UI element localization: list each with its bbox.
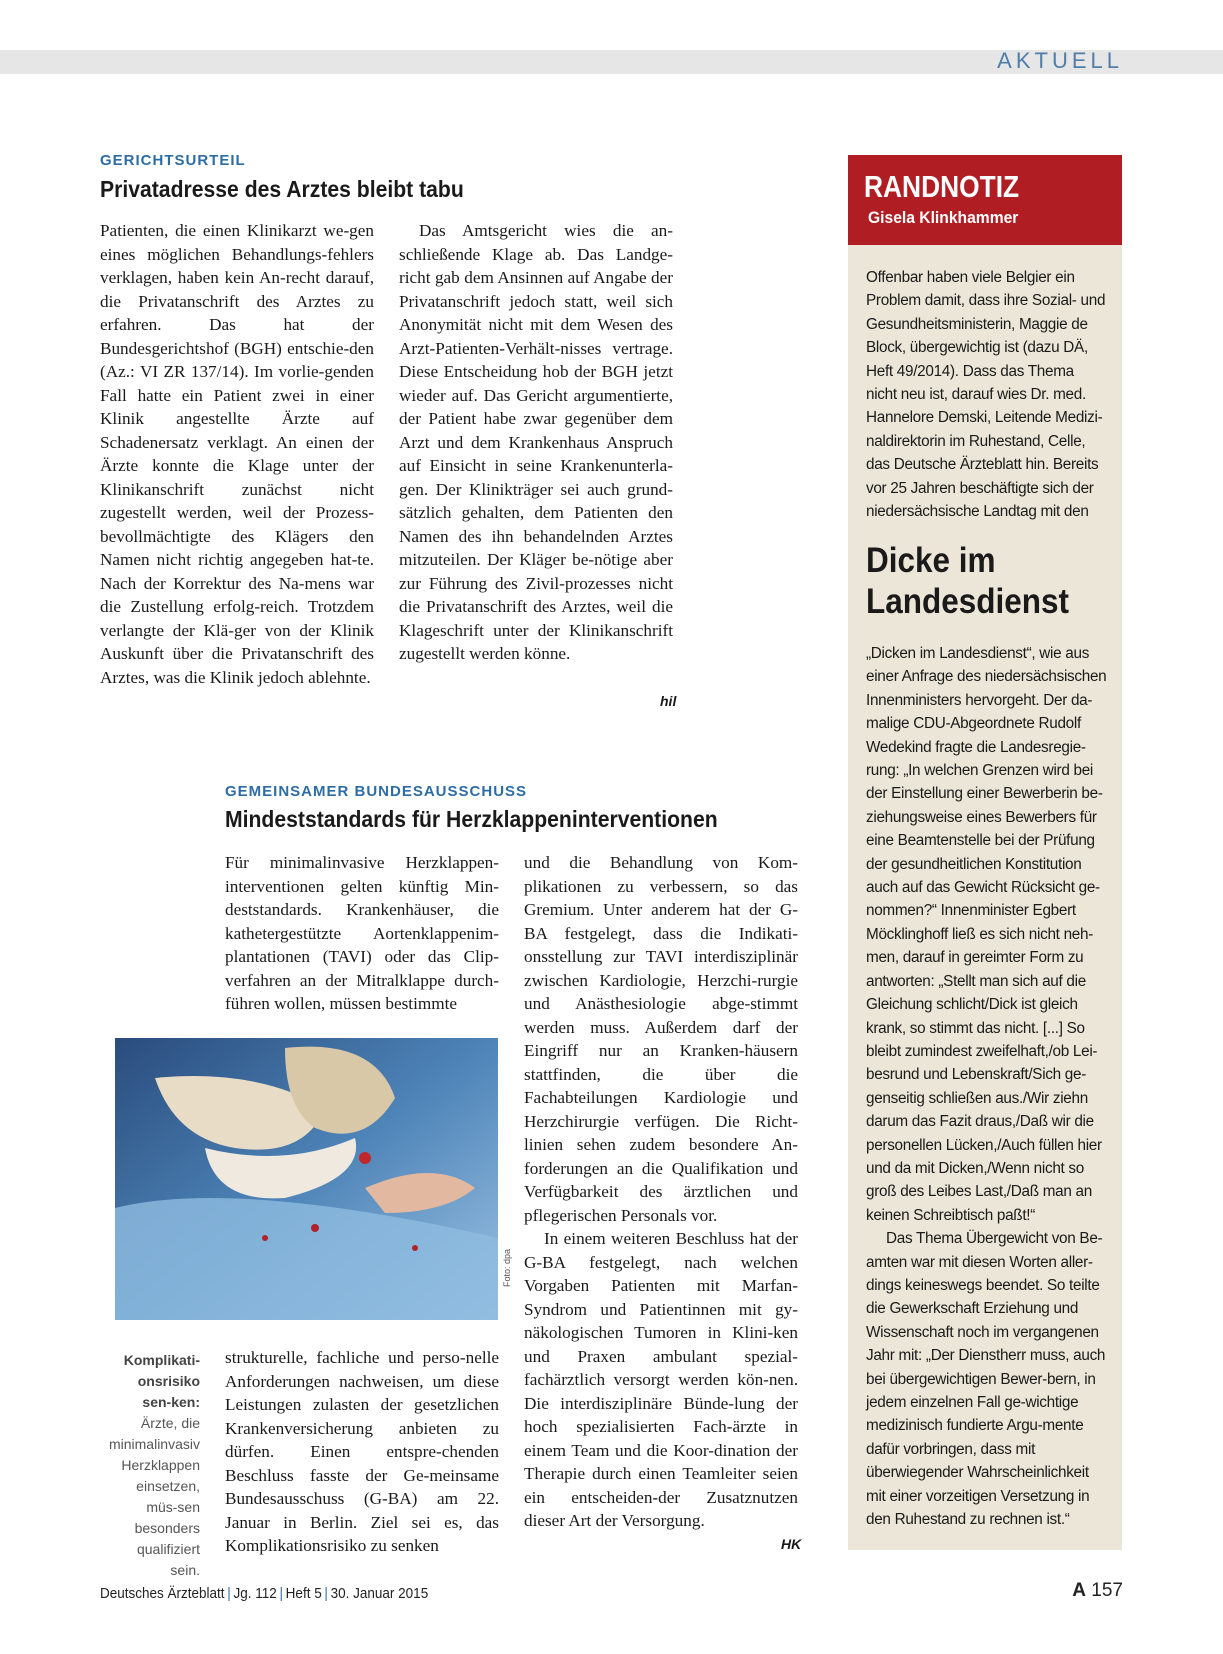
article1-headline: Privatadresse des Arztes bleibt tabu [100, 176, 464, 202]
caption-text: Ärzte, die minimalinvasiv Herzklappen einsetzen, müs-sen besonders qualifiziert sein. [108, 1415, 200, 1578]
randnotiz-intro [866, 266, 1108, 523]
article2-column-1-top [225, 851, 499, 1016]
photo-credit: Foto: dpa [502, 1248, 512, 1287]
page-prefix: A [1072, 1580, 1087, 1601]
article2-column-1-bottom [225, 1346, 499, 1558]
footer-date: 30. Januar 2015 [330, 1585, 429, 1602]
randnotiz-title: RANDNOTIZ [864, 169, 1020, 204]
article1-column-1 [100, 219, 374, 689]
article1-kicker: GERICHTSURTEIL [100, 152, 246, 169]
article1-column-2 [399, 219, 673, 666]
article1-signature: hil [660, 693, 677, 709]
section-label: AKTUELL [997, 48, 1123, 73]
article2-col2-p2: In einem weiteren Beschluss hat der G-BA festgelegt, nach welchen Vorgaben Patienten mit Marfan-Syndrom und Patientinnen mit gy-näkologischen Tumoren in Klini-ken und Praxen ambulant spezial-fachärztlich versorgt werden kön-nen. Die interdisziplinäre Bünde-lung der hoch spezialisierten Fach-ärzte in einem Team und die Koor-dination der Therapie durch einen Teamleiter seien ein entscheiden-der Zusatznutzen dieser Art der Versorgung. [524, 1229, 798, 1530]
randnotiz-body-p1: „Dicken im Landesdienst“, wie aus einer Anfrage des niedersächsischen Innenministers hervorgeht. Der da-malige CDU-Abgeordnete Rudolf Wedekind fragte die Landesregie-rung: „In welchen Grenzen wird bei der Einstellung einer Bewerberin be-ziehungsweise eines Bewerbers für eine Beamtenstelle bei der Prüfung der gesundheitlichen Konstitution auch auf das Gewicht Rücksicht ge-nommen?“ Innenminister Egbert Möcklinghoff ließ es sich nicht neh-men, darauf in gereimter Form zu antworten: „Stellt man sich auf die Gleichung schlicht/Dick ist gleich krank, so stimmt das nicht. [...] So bleibt zumindest zweifelhaft,/ob Lei-besrund und Lebenskraft/Sich ge-genseitig schließen aus./Wir ziehn darum das Fazit draus,/Daß wir die personellen Lücken,/Auch füllen hier und da mit Dicken,/Wenn nicht so groß des Leibes Last,/Daß man an keinen Schreibtisch paßt!“ [866, 645, 1107, 1224]
randnotiz-body [866, 642, 1108, 1531]
article1-col2-text: Das Amtsgericht wies die an-schließende Klage ab. Das Landge-richt gab dem Ansinnen auf Angabe der Privatanschrift jedoch statt, weil sich Anonymität nicht mit dem Wesen des Arzt-Patienten-Verhält-nisses vertrage. Diese Entscheidung hob der BGH jetzt wieder auf. Das Gericht argumentierte, der Patient habe zwar gegenüber dem Arzt und dem Krankenhaus Anspruch auf Einsicht in seine Krankenunterla-gen. Der Klinikträger sei auch grund-sätzlich gehalten, dem Patienten den Namen des ihn behandelnden Arztes mitzuteilen. Der Kläger be-nötige aber zur Führung des Zivil-prozesses nicht die Privatanschrift des Arztes, weil die Klageschrift unter der Klinikanschrift zugestellt werden könne. [399, 221, 673, 663]
footer-issue: Heft 5 [285, 1585, 322, 1602]
randnotiz-intro-text: Offenbar haben viele Belgier ein Problem damit, dass ihre Sozial- und Gesundheitsministerin, Maggie de Block, übergewichtig ist (dazu DÄ, Heft 49/2014). Dass das Thema nicht neu ist, darauf wies Dr. med. Hannelore Demski, Leitende Medizi-naldirektorin im Ruhestand, Celle, das Deutsche Ärzteblatt hin. Bereits vor 25 Jahren beschäftigte sich der niedersächsische Landtag mit den [866, 269, 1106, 521]
article2-kicker: GEMEINSAMER BUNDESAUSSCHUSS [225, 783, 528, 800]
photo-caption [108, 1350, 200, 1581]
randnotiz-body-p2: Das Thema Übergewicht von Be-amten war mit diesen Worten aller-dings keineswegs beendet. So teilte die Gewerkschaft Erziehung und Wissenschaft noch im vergangenen Jahr mit: „Der Dienstherr muss, auch bei übergewichtigen Bewer-bern, in jedem einzelnen Fall ge-wichtige medizinisch fundierte Argu-mente dafür vorbringen, dass mit überwiegender Wahrscheinlichkeit mit einer vorzeitigen Versetzung in den Ruhestand zu rechnen ist.“ [866, 1230, 1106, 1529]
article1-col1-text: Patienten, die einen Klinikarzt we-gen eines möglichen Behandlungs-fehlers verklagen, haben kein An-recht darauf, die Privatanschrift des Arztes zu erfahren. Das hat der Bundesgerichtshof (BGH) entschie-den (Az.: VI ZR 137/14). Im vorlie-genden Fall hatte ein Patient zwei in einer Klinik angestellte Ärzte auf Schadenersatz verklagt. An einen der Ärzte konnte die Klage unter der Klinikanschrift zunächst nicht zugestellt werden, weil der Prozess-bevollmächtigte des Klägers den Namen nicht richtig angegeben hat-te. Nach der Korrektur des Na-mens war die Zustellung erfolg-reich. Trotzdem verlangte der Klä-ger von der Klinik Auskunft über die Privatanschrift des Arztes, was die Klinik jedoch ablehnte. [100, 221, 374, 687]
page-number [1072, 1580, 1123, 1602]
surgery-photo [115, 1038, 498, 1320]
article2-column-2 [524, 851, 798, 1533]
footer-volume: Jg. 112 [233, 1585, 277, 1602]
article2-col1-bottom-text: strukturelle, fachliche und perso-nelle Anforderungen nachweisen, um diese Leistungen zulasten der gesetzlichen Krankenversicherung anbieten zu dürfen. Einen entspre-chenden Beschluss fasste der Ge-meinsame Bundesausschuss (G-BA) am 22. Januar in Berlin. Ziel sei es, das Komplikationsrisiko zu senken [225, 1348, 499, 1555]
surgery-photo-image [115, 1038, 498, 1320]
randnotiz-sidebar [848, 155, 1122, 1550]
footer-journal: Deutsches Ärzteblatt [100, 1585, 225, 1602]
article2-col2-p1: und die Behandlung von Kom-plikationen zu verbessern, so das Gremium. Unter anderem hat der G-BA festgelegt, dass die Indikati-onsstellung zur TAVI interdisziplinär zwischen Kardiologie, Herzchi-rurgie und Anästhesiologie abge-stimmt werden muss. Außerdem darf der Eingriff nur an Kranken-häusern stattfinden, die über die Fachabteilungen Kardiologie und Herzchirurgie verfügen. Die Richt-linien sehen zudem besondere An-forderungen an die Qualifikation und Verfügbarkeit des ärztlichen und pflegerischen Personals vor. [524, 853, 798, 1225]
caption-lead: Komplikati-onsrisiko sen-ken: [123, 1352, 200, 1410]
footer-citation: Deutsches Ärzteblatt | Jg. 112 | Heft 5 | 30. Januar 2015 [100, 1585, 429, 1602]
article2-headline: Mindeststandards für Herzklappeninterventionen [225, 806, 718, 832]
randnotiz-author: Gisela Klinkhammer [868, 208, 1019, 227]
randnotiz-headline: Dicke im Landesdienst [866, 541, 1070, 621]
randnotiz-header [848, 155, 1122, 245]
article2-col1-top-text: Für minimalinvasive Herzklappen-interventionen gelten künftig Min-deststandards. Krankenhäuser, die kathetergestützte Aortenklappenim-plantationen (TAVI) oder das Clip-verfahren an der Mitralklappe durch-führen wollen, müssen bestimmte [225, 853, 499, 1013]
page-number-value: 157 [1091, 1580, 1123, 1601]
article2-signature: HK [781, 1536, 802, 1552]
